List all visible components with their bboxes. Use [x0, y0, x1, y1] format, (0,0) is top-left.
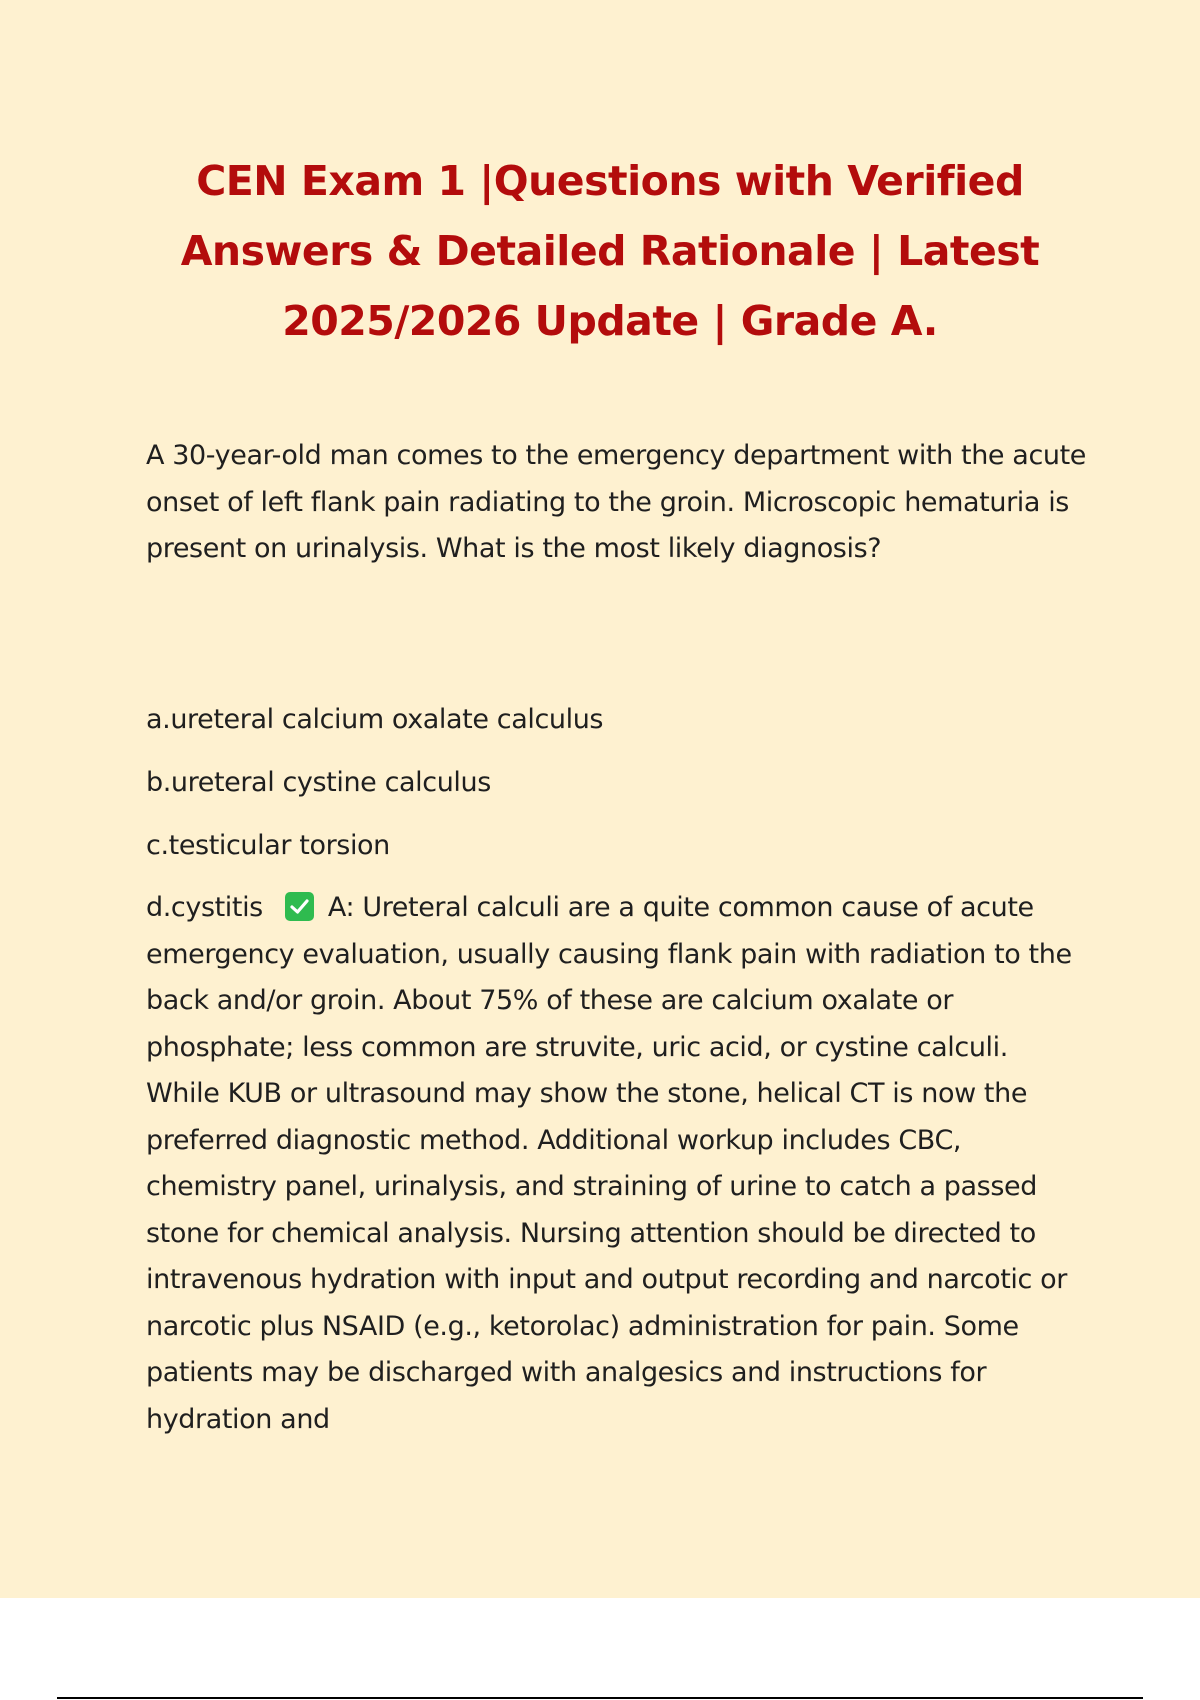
- option-d-label: d.cystitis: [146, 892, 263, 923]
- document-title: CEN Exam 1 |Questions with Verified Answers & Detailed Rationale | Latest 2025/2026 Update | Grade A.: [180, 157, 1040, 345]
- question-text: A 30-year-old man comes to the emergency department with the acute onset of left flank pain radiating to the groin. Microscopic hematuria is present on urinalysis. What is the most likely diagnosis?: [146, 440, 1087, 564]
- option-d-with-answer: [146, 885, 1086, 1443]
- check-mark-icon: [285, 892, 314, 921]
- option-c: c.testicular torsion: [146, 830, 390, 861]
- option-b: b.ureteral cystine calculus: [146, 767, 491, 798]
- answer-rationale: A: Ureteral calculi are a quite common cause of acute emergency evaluation, usually causing flank pain with radiation to the back and/or groin. About 75% of these are calcium oxalate or phosphate; less common are struvite, uric acid, or cystine calculi. While KUB or ultrasound may show the stone, helical CT is now the preferred diagnostic method. Additional workup includes CBC, chemistry panel, urinalysis, and straining of urine to catch a passed stone for chemical analysis. Nursing attention should be directed to intravenous hydration with input and output recording and narcotic or narcotic plus NSAID (e.g., ketorolac) administration for pain. Some patients may be discharged with analgesics and instructions for hydration and: [146, 892, 1072, 1435]
- footer-divider: [57, 1697, 1143, 1699]
- option-a: a.ureteral calcium oxalate calculus: [146, 704, 604, 735]
